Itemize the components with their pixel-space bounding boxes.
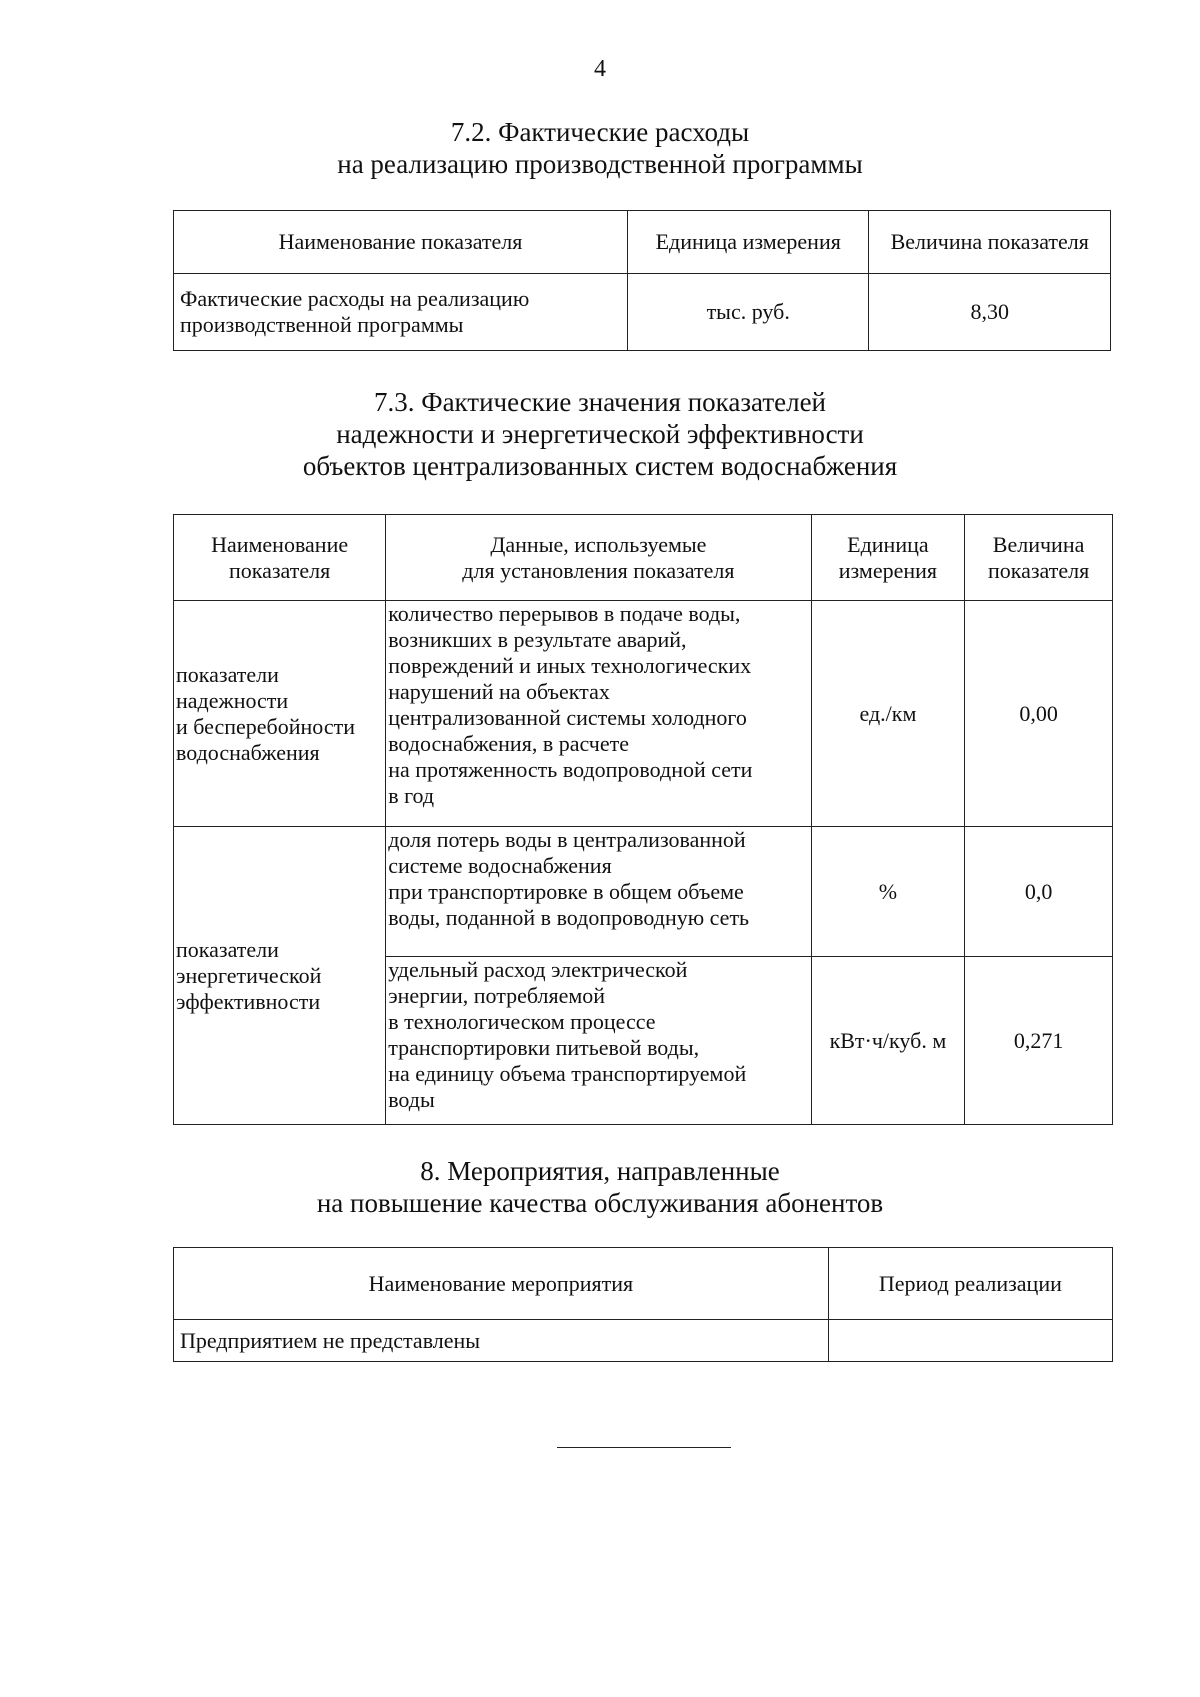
- heading-line: 7.3. Фактические значения показателей: [373, 387, 827, 417]
- cell-line: транспортировки питьевой воды,: [388, 1035, 700, 1060]
- cell-line: энергетической: [176, 962, 322, 988]
- cell-line: для установления показателя: [462, 557, 735, 583]
- unit-cell: кВт·ч/куб. м: [811, 957, 965, 1125]
- heading-line: надежности и энергетической эффективности: [336, 419, 864, 449]
- heading-line: на повышение качества обслуживания абонентов: [316, 1188, 884, 1218]
- table-row: [174, 827, 1113, 957]
- cell-line: при транспортировке в общем объеме: [388, 879, 744, 904]
- cell-line: повреждений и иных технологических: [388, 653, 752, 678]
- group-name-cell: [174, 827, 386, 1125]
- data-description-cell: [386, 827, 811, 957]
- cell-line: и бесперебойности: [176, 713, 355, 739]
- value-cell: 0,0: [965, 827, 1113, 957]
- period-cell: [828, 1320, 1112, 1362]
- cell-line: системе водоснабжения: [388, 853, 612, 878]
- cell-line: надежности: [176, 687, 289, 713]
- cell-line: показателя: [987, 557, 1090, 583]
- indicator-name-cell: [174, 274, 628, 351]
- cell-line: доля потерь воды в централизованной: [388, 827, 746, 852]
- group-name-cell: [174, 601, 386, 827]
- header-cell: Единица измерения: [627, 211, 868, 274]
- measure-name-cell: Предприятием не представлены: [174, 1320, 829, 1362]
- cell-line: показатели: [176, 661, 279, 687]
- cell-line: Величина: [992, 531, 1085, 557]
- table-row: [174, 1320, 1113, 1362]
- section-8-heading: [0, 1155, 1200, 1219]
- table-row: [174, 601, 1113, 827]
- section-7-3-heading: [0, 386, 1200, 482]
- cell-line: измерения: [838, 557, 938, 583]
- cell-line: возникших в результате аварий,: [388, 627, 687, 652]
- cell-line: водоснабжения, в расчете: [388, 731, 630, 756]
- cell-line: на протяженность водопроводной сети: [388, 757, 753, 782]
- page-number: 4: [594, 56, 606, 82]
- cell-line: воды: [388, 1087, 435, 1112]
- table-header-row: [174, 211, 1111, 274]
- cell-line: Наименование: [211, 531, 349, 557]
- reliability-efficiency-table: [173, 514, 1113, 1125]
- table-header-row: [174, 515, 1113, 601]
- measures-table: [173, 1247, 1113, 1362]
- table-row: [174, 274, 1111, 351]
- header-cell: Наименование мероприятия: [174, 1248, 829, 1320]
- cell-line: Данные, используемые: [490, 531, 707, 557]
- heading-line: 7.2. Фактические расходы: [450, 117, 750, 147]
- cell-line: Фактические расходы на реализацию: [180, 286, 530, 311]
- cell-line: показателя: [228, 557, 331, 583]
- cell-line: воды, поданной в водопроводную сеть: [388, 905, 750, 930]
- cell-line: производственной программы: [180, 312, 464, 337]
- header-cell: Наименование показателя: [174, 211, 628, 274]
- header-cell: Величина показателя: [869, 211, 1111, 274]
- cell-line: энергии, потребляемой: [388, 983, 606, 1008]
- data-description-cell: [386, 601, 811, 827]
- cell-line: в технологическом процессе: [388, 1009, 656, 1034]
- cell-line: централизованной системы холодного: [388, 705, 747, 730]
- heading-line: 8. Мероприятия, направленные: [420, 1156, 780, 1186]
- cell-line: водоснабжения: [176, 739, 320, 765]
- cell-line: удельный расход электрической: [388, 957, 688, 982]
- header-cell: [965, 515, 1113, 601]
- cell-line: Единица: [847, 531, 929, 557]
- heading-line: объектов централизованных систем водоснабжения: [302, 451, 898, 481]
- data-description-cell: [386, 957, 811, 1125]
- unit-cell: ед./км: [811, 601, 965, 827]
- unit-cell: %: [811, 827, 965, 957]
- heading-line: на реализацию производственной программы: [337, 149, 863, 179]
- header-cell: [811, 515, 965, 601]
- section-7-2-heading: [0, 116, 1200, 180]
- unit-cell: тыс. руб.: [627, 274, 868, 351]
- cell-line: показатели: [176, 936, 279, 962]
- value-cell: 8,30: [869, 274, 1111, 351]
- header-cell: [174, 515, 386, 601]
- cell-line: в год: [388, 783, 435, 808]
- value-cell: 0,271: [965, 957, 1113, 1125]
- cell-line: эффективности: [176, 988, 321, 1014]
- cell-line: количество перерывов в подаче воды,: [388, 601, 741, 626]
- header-cell: Период реализации: [828, 1248, 1112, 1320]
- cell-line: на единицу объема транспортируемой: [388, 1061, 747, 1086]
- actual-expenses-table: [173, 210, 1111, 351]
- table-header-row: [174, 1248, 1113, 1320]
- value-cell: 0,00: [965, 601, 1113, 827]
- closing-rule: [557, 1447, 731, 1448]
- cell-line: нарушений на объектах: [388, 679, 610, 704]
- header-cell: [386, 515, 811, 601]
